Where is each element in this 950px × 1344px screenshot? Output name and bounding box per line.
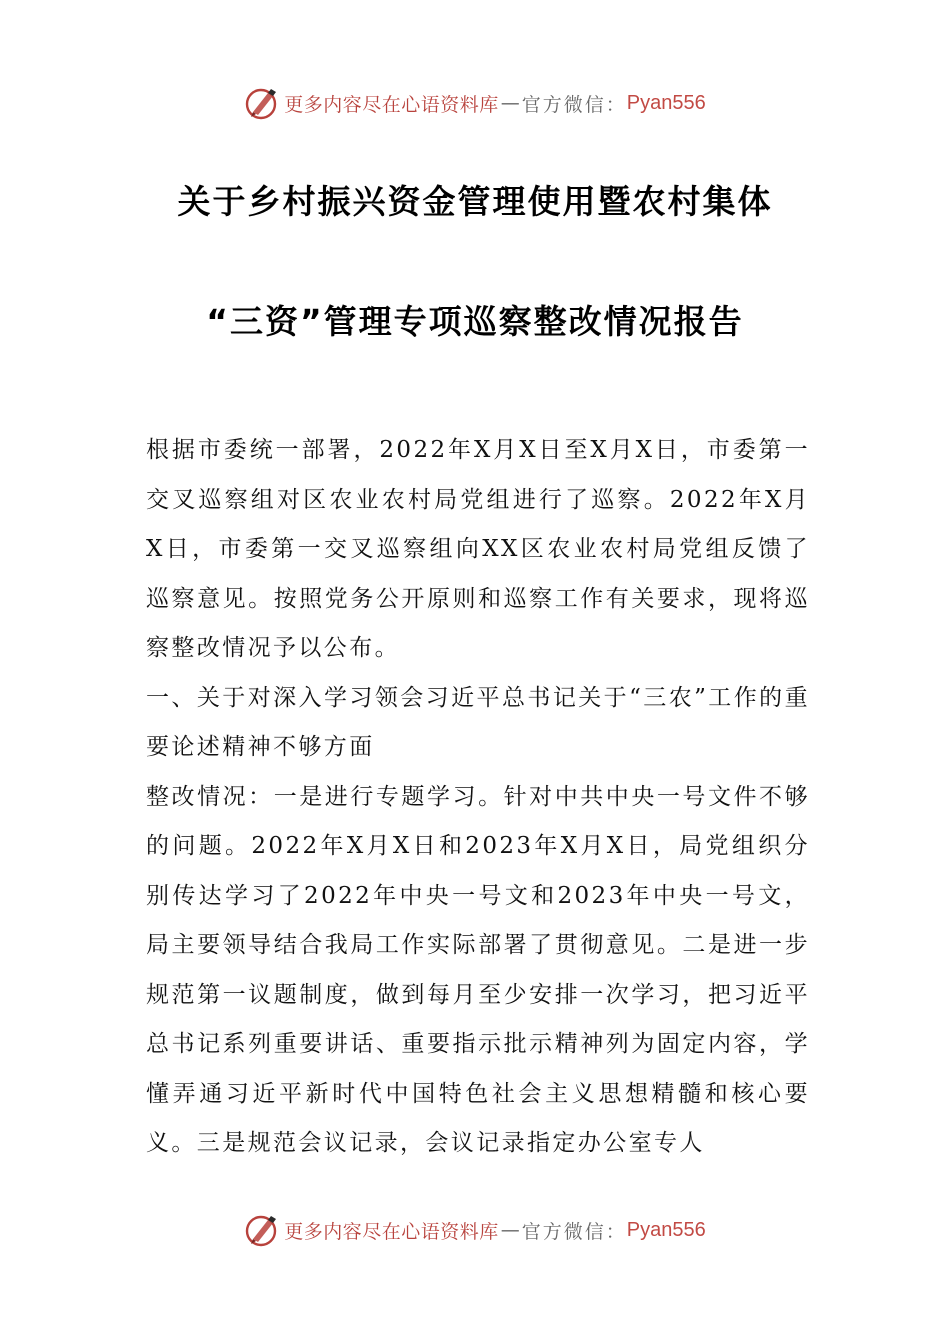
paragraph-rectification: 整改情况：一是进行专题学习。针对中共中央一号文件不够的问题。2022年X月X日和2023年X月X日，局党组织分别传达学习了2022年中央一号文和2023年中央一号文，局主要领导结合我局工作实际部署了贯彻意见。二是进一步规范第一议题制度，做到每月至少安排一次学习，把习近平总书记系列重要讲话、重要指示批示精神列为固定内容，学懂弄通习近平新时代中国特色社会主义思想精髓和核心要义。三是规范会议记录，会议记录指定办公室专人 <box>146 783 810 1156</box>
watermark-footer <box>0 1208 950 1252</box>
pen-logo-icon <box>244 1212 280 1248</box>
document-title-line-1: 关于乡村振兴资金管理使用暨农村集体 <box>177 182 773 221</box>
watermark-header <box>0 81 950 125</box>
watermark-label: 官方微信： <box>521 1220 627 1243</box>
document-body <box>146 426 810 1169</box>
watermark-text: 更多内容尽在心语资料库 <box>284 1220 499 1243</box>
watermark-text: 更多内容尽在心语资料库 <box>284 93 499 116</box>
pen-logo-icon <box>244 85 280 121</box>
watermark-id: Pyan556 <box>626 1218 706 1241</box>
watermark-id: Pyan556 <box>626 91 706 114</box>
watermark-label: 官方微信： <box>521 93 627 116</box>
watermark-separator: — <box>500 92 520 114</box>
watermark-separator: — <box>500 1219 520 1241</box>
section-heading-1: 一、关于对深入学习领会习近平总书记关于“三农”工作的重要论述精神不够方面 <box>146 684 810 760</box>
paragraph-intro: 根据市委统一部署，2022年X月X日至X月X日，市委第一交叉巡察组对区农业农村局党组进行了巡察。2022年X月X日，市委第一交叉巡察组向XX区农业农村局党组反馈了巡察意见。按照党务公开原则和巡察工作有关要求，现将巡察整改情况予以公布。 <box>146 437 810 661</box>
document-title-line-2: “三资”管理专项巡察整改情况报告 <box>206 302 744 341</box>
